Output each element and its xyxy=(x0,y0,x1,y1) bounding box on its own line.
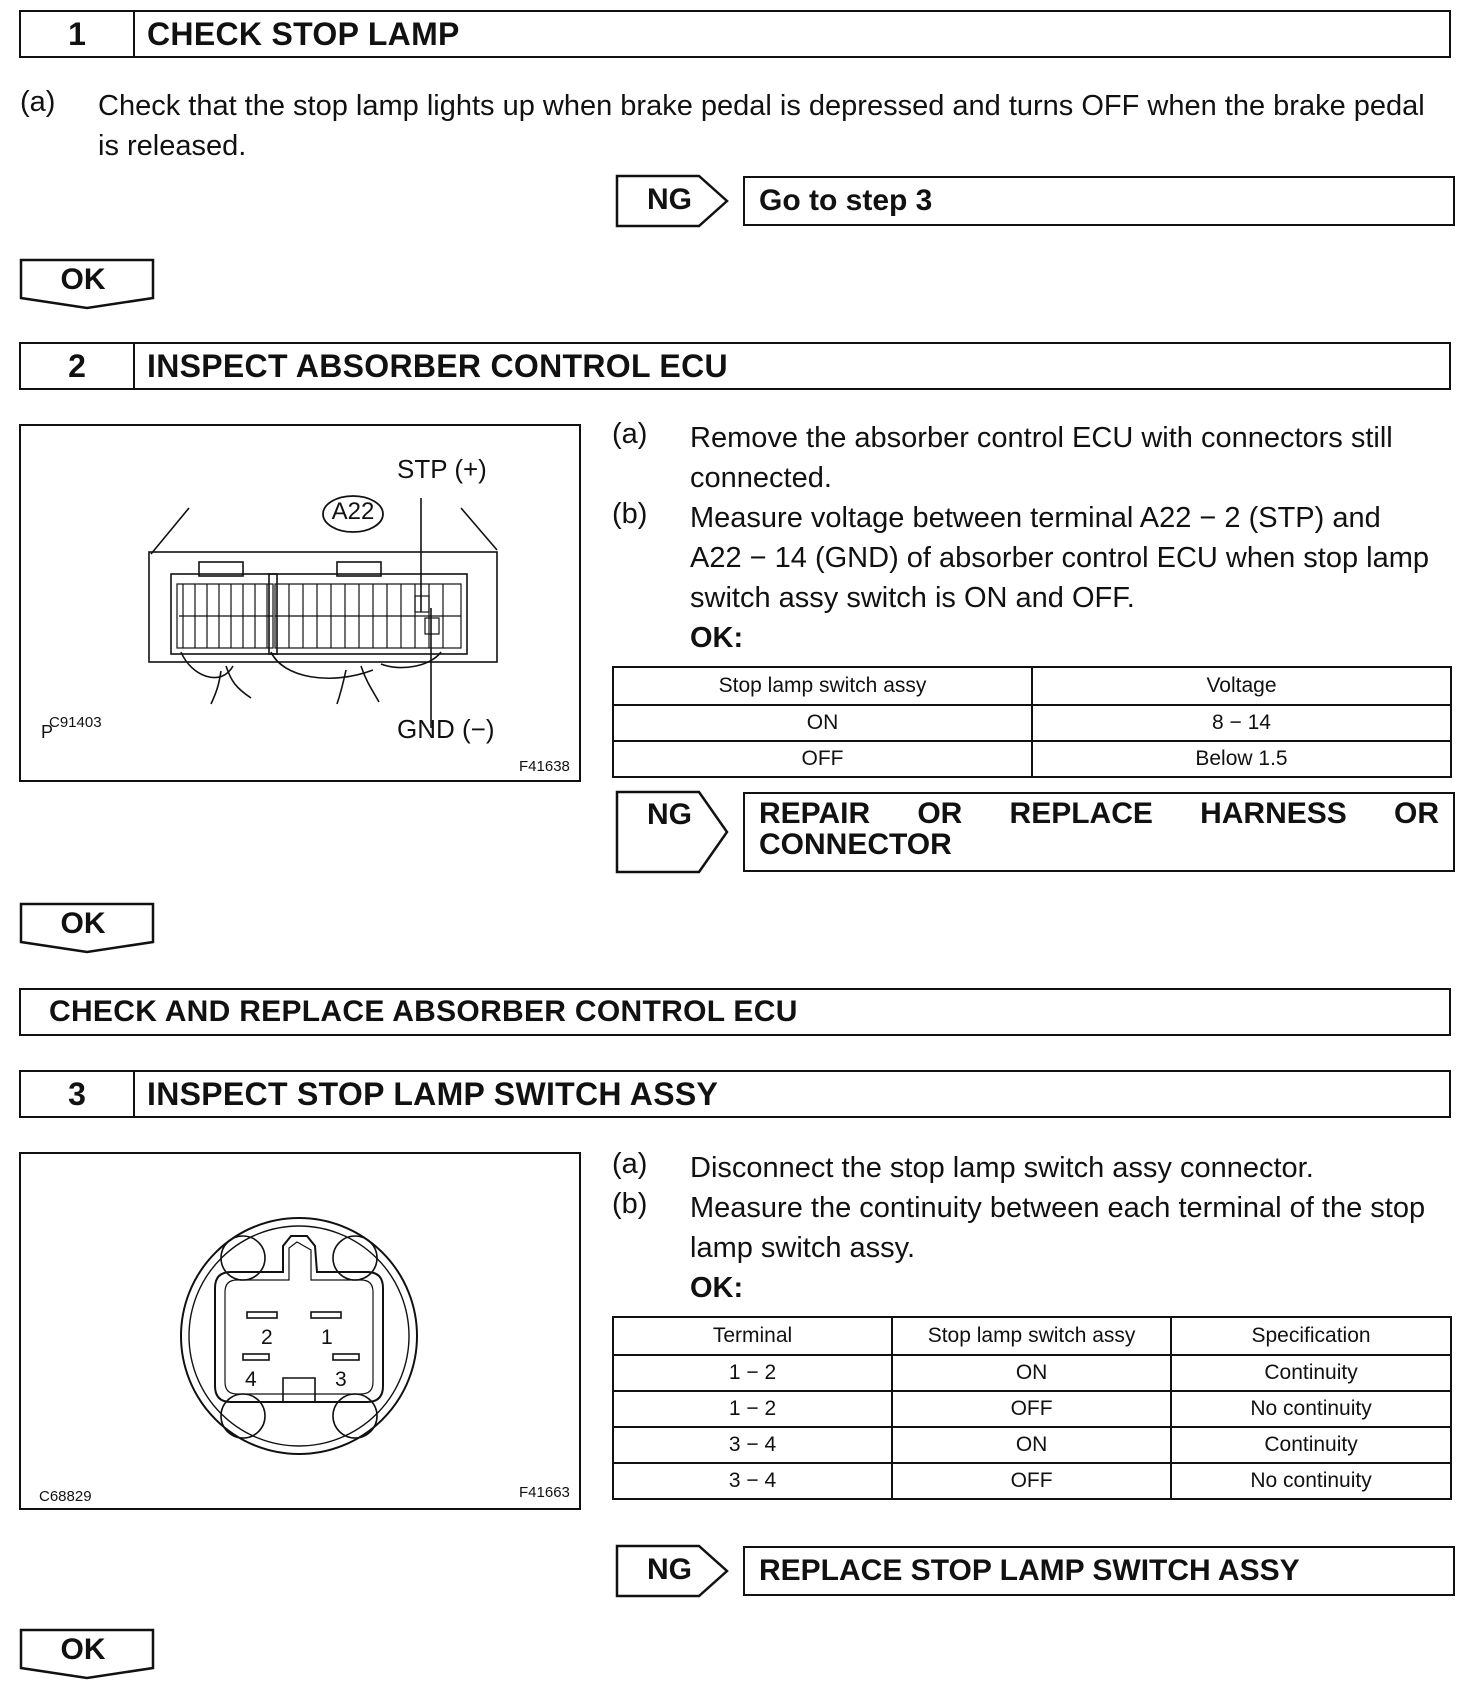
table-header: Stop lamp switch assy xyxy=(613,667,1032,705)
step1-number: 1 xyxy=(21,12,135,56)
step2-ng-target xyxy=(743,792,1455,872)
step1-ng-target: Go to step 3 xyxy=(743,176,1455,226)
step3-ok-heading: OK: xyxy=(690,1272,744,1304)
table-cell: Continuity xyxy=(1171,1427,1451,1463)
gnd-terminal-label: GND (−) xyxy=(397,714,495,744)
step2-ng-target-line2: CONNECTOR xyxy=(759,828,952,861)
pin-2-label: 2 xyxy=(261,1326,273,1349)
voltage-spec-table xyxy=(612,666,1452,778)
table-cell: 1 − 2 xyxy=(613,1391,892,1427)
table-cell: OFF xyxy=(892,1391,1171,1427)
action-title: CHECK AND REPLACE ABSORBER CONTROL ECU xyxy=(49,995,798,1028)
connector-a22-label: A22 xyxy=(331,498,375,525)
table-row xyxy=(613,741,1451,777)
table-header: Terminal xyxy=(613,1317,892,1355)
pin-3-label: 3 xyxy=(335,1368,347,1391)
table-cell: 3 − 4 xyxy=(613,1427,892,1463)
table-header-row xyxy=(613,667,1451,705)
switch-connector-figure xyxy=(19,1152,581,1510)
step2-ng-label: NG xyxy=(647,798,692,831)
figure-code-right: F41638 xyxy=(519,758,570,775)
step3-title: INSPECT STOP LAMP SWITCH ASSY xyxy=(147,1075,719,1112)
step2-a-line1: Remove the absorber control ECU with connectors still xyxy=(690,422,1393,454)
step2-ok-heading: OK: xyxy=(690,622,744,654)
table-cell: No continuity xyxy=(1171,1391,1451,1427)
ecu-connector-figure xyxy=(19,424,581,782)
table-header: Voltage xyxy=(1032,667,1451,705)
continuity-spec-table xyxy=(612,1316,1452,1500)
table-cell: OFF xyxy=(892,1463,1171,1499)
step3-header xyxy=(19,1070,1451,1118)
step1-ng-branch xyxy=(615,174,1445,228)
step3-ok-label: OK xyxy=(60,1633,106,1666)
step3-number: 3 xyxy=(21,1072,135,1116)
table-cell: ON xyxy=(892,1427,1171,1463)
figure-code-right: F41663 xyxy=(519,1484,570,1501)
table-row xyxy=(613,1391,1451,1427)
switch-connector-drawing xyxy=(21,1154,579,1508)
step2-number: 2 xyxy=(21,344,135,388)
action-box xyxy=(19,988,1451,1036)
table-header-row xyxy=(613,1317,1451,1355)
step2-a-line2: connected. xyxy=(690,462,832,494)
step2-a-letter: (a) xyxy=(612,418,648,450)
step3-b-letter: (b) xyxy=(612,1188,648,1220)
step2-b-line1: Measure voltage between terminal A22 − 2 (STP) and xyxy=(690,502,1381,534)
table-cell: ON xyxy=(613,705,1032,741)
ecu-connector-drawing xyxy=(21,426,579,780)
step3-ng-branch xyxy=(615,1544,1445,1598)
table-cell: Continuity xyxy=(1171,1355,1451,1391)
step3-ng-target: REPLACE STOP LAMP SWITCH ASSY xyxy=(743,1546,1455,1596)
table-cell: Below 1.5 xyxy=(1032,741,1451,777)
table-cell: 3 − 4 xyxy=(613,1463,892,1499)
step2-header xyxy=(19,342,1451,390)
figure-code-left: C68829 xyxy=(39,1488,92,1505)
step1-ok-branch xyxy=(19,258,155,310)
step2-ng-branch xyxy=(615,790,1445,874)
step1-header xyxy=(19,10,1451,58)
step2-title: INSPECT ABSORBER CONTROL ECU xyxy=(147,347,728,384)
table-cell: ON xyxy=(892,1355,1171,1391)
pin-4-label: 4 xyxy=(245,1368,257,1391)
step2-b-line3: switch assy switch is ON and OFF. xyxy=(690,582,1135,614)
step1-a-line1: Check that the stop lamp lights up when brake pedal is depressed and turns OFF when the brake pedal xyxy=(98,90,1425,122)
pin-1-label: 1 xyxy=(321,1326,333,1349)
table-row xyxy=(613,1463,1451,1499)
table-cell: 1 − 2 xyxy=(613,1355,892,1391)
step1-ng-label: NG xyxy=(647,183,692,216)
table-cell: 8 − 14 xyxy=(1032,705,1451,741)
step1-a-line2: is released. xyxy=(98,130,247,162)
step2-ok-label: OK xyxy=(60,907,106,940)
table-row xyxy=(613,705,1451,741)
step2-b-letter: (b) xyxy=(612,498,648,530)
step3-a-line1: Disconnect the stop lamp switch assy connector. xyxy=(690,1152,1314,1184)
table-row xyxy=(613,1355,1451,1391)
step1-a-letter: (a) xyxy=(20,86,56,118)
table-cell: No continuity xyxy=(1171,1463,1451,1499)
step3-ng-label: NG xyxy=(647,1553,692,1586)
step1-ok-label: OK xyxy=(60,263,106,296)
step3-b-line1: Measure the continuity between each terminal of the stop xyxy=(690,1192,1426,1224)
step3-ok-branch xyxy=(19,1628,155,1680)
table-cell: OFF xyxy=(613,741,1032,777)
step2-ng-target-line1: REPAIR OR REPLACE HARNESS OR xyxy=(759,797,1439,830)
table-header: Specification xyxy=(1171,1317,1451,1355)
stp-terminal-label: STP (+) xyxy=(397,454,487,484)
figure-prefix: P xyxy=(41,722,54,742)
step3-a-letter: (a) xyxy=(612,1148,648,1180)
step1-title: CHECK STOP LAMP xyxy=(147,15,460,52)
step2-ok-branch xyxy=(19,902,155,954)
table-row xyxy=(613,1427,1451,1463)
table-header: Stop lamp switch assy xyxy=(892,1317,1171,1355)
step3-b-line2: lamp switch assy. xyxy=(690,1232,916,1264)
figure-code-left: C91403 xyxy=(49,714,102,731)
step2-b-line2: A22 − 14 (GND) of absorber control ECU when stop lamp xyxy=(690,542,1430,574)
